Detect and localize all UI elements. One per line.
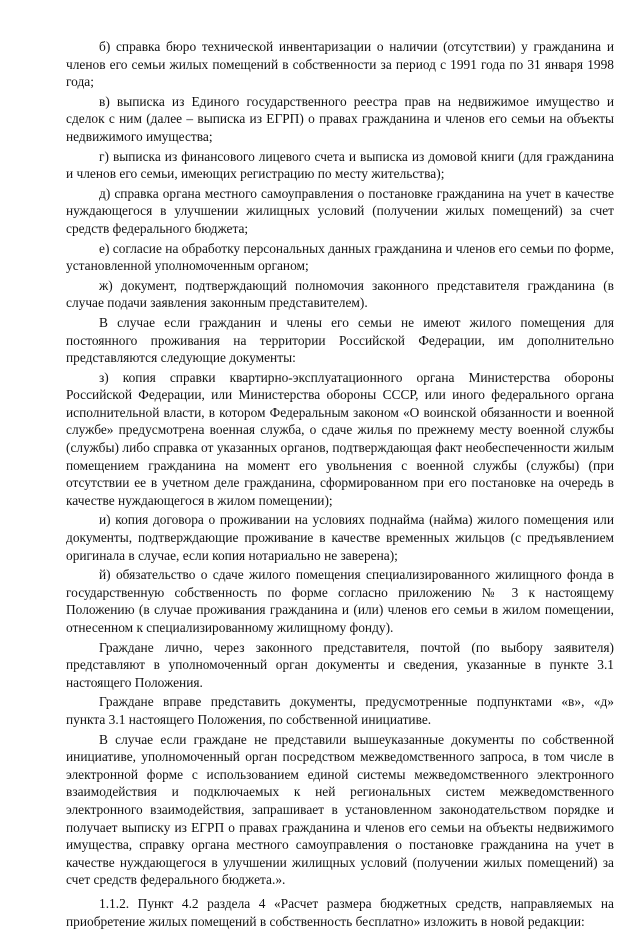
paragraph-submission: Граждане лично, через законного представителя, почтой (по выбору заявителя) представляют в уполномоченный орган документы и сведения, указанные в пункте 3.1 настоящего Положения. (66, 639, 614, 690)
paragraph-interagency-request: В случае если граждане не представили вышеуказанные документы по собственной инициативе, уполномоченный орган посредством межведомственного запроса, в том числе в электронной форме с использованием единой системы межведомственного электронного взаимодействия и подключаемых к ней региональных систем межведомственного электронного взаимодействия, запрашивает в установленном законодательством порядке и получает выписку из ЕГРП о правах гражданина и членов его семьи на объекты недвижимого имущества, справку органа местного самоуправления о постановке гражданина на учет в качестве нуждающегося в улучшении жилищных условий (получении жилых помещений) за счет средств федерального бюджета.». (66, 731, 614, 888)
paragraph-y: й) обязательство о сдаче жилого помещения специализированного жилищного фонда в государственную собственность по форме согласно приложению № 3 к настоящему Положению (в случае проживания гражданина и (или) членов его семьи в жилом помещении, отнесенном к специализированному жилищному фонду). (66, 567, 614, 635)
paragraph-d: д) справка органа местного самоуправления о постановке гражданина на учет в качестве нуждающегося в улучшении жилищных условий (получении жилых помещений) за счет средств федерального бюджета; (66, 185, 614, 236)
paragraph-e: е) согласие на обработку персональных данных гражданина и членов его семьи по форме, установленной уполномоченным органом; (66, 240, 614, 274)
paragraph-b: б) справка бюро технической инвентаризации о наличии (отсутствии) у гражданина и членов его семьи жилых помещений в собственности за период с 1991 года по 31 января 1998 года; (66, 39, 614, 90)
paragraph-v: в) выписка из Единого государственного реестра прав на недвижимое имущество и сделок с ним (далее – выписка из ЕГРП) о правах гражданина и членов его семьи на объекты недвижимого имущества; (66, 93, 614, 144)
paragraph-i: и) копия договора о проживании на условиях поднайма (найма) жилого помещения или документы, подтверждающие проживание в качестве временных жильцов (с предъявлением оригинала в случае, если копия нотариально не заверена); (66, 512, 614, 563)
paragraph-zh: ж) документ, подтверждающий полномочия законного представителя гражданина (в случае подачи заявления законным представителем). (66, 277, 614, 311)
paragraph-additional-docs: В случае если гражданин и члены его семьи не имеют жилого помещения для постоянного проживания на территории Российской Федерации, им дополнительно представляются следующие документы: (66, 314, 614, 366)
paragraph-g: г) выписка из финансового лицевого счета и выписка из домовой книги (для гражданина и членов его семьи, имеющих регистрацию по месту жительства); (66, 148, 614, 182)
paragraph-item-1-1-2: 1.1.2. Пункт 4.2 раздела 4 «Расчет размера бюджетных средств, направляемых на приобретение жилых помещений в собственность бесплатно» изложить в новой редакции: (66, 895, 614, 929)
paragraph-z: з) копия справки квартирно-эксплуатационного органа Министерства обороны Российской Федерации, или Министерства обороны СССР, или иного федерального органа исполнительной власти, в котором Федеральным законом «О воинской обязанности и военной службе» предусмотрена военная служба, о сдаче жилья по прежнему месту военной службы (службы) либо справка от указанных органов, подтверждающая факт необеспеченности жилым помещением гражданина на момент его увольнения с военной службы (службы) (при отсутствии ее в учетном деле гражданина, сформированном при его постановке на очередь в качестве нуждающегося в жилом помещении); (66, 369, 614, 508)
paragraph-own-initiative: Граждане вправе представить документы, предусмотренные подпунктами «в», «д» пункта 3.1 настоящего Положения, по собственной инициативе. (66, 694, 614, 727)
